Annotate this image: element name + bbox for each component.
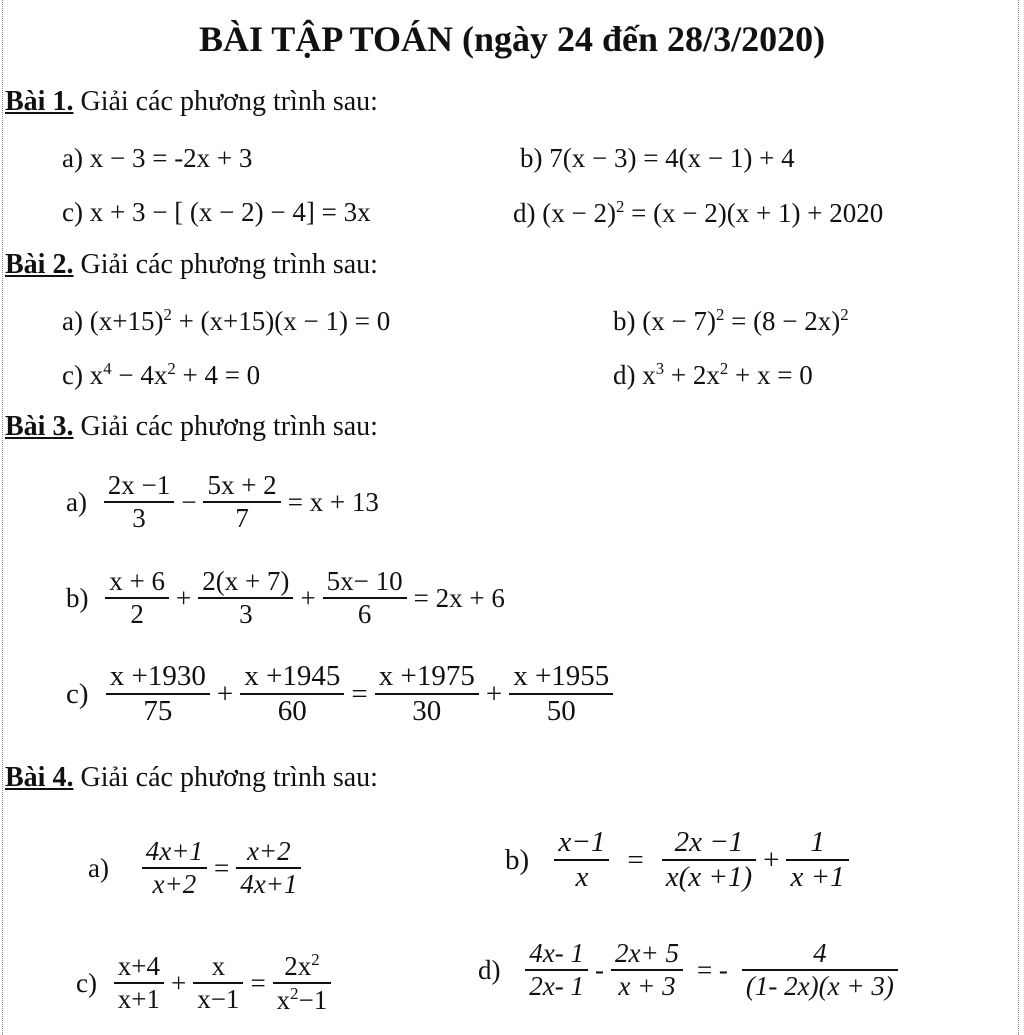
numerator: 2x −1 (662, 826, 756, 861)
equation-4c (76, 950, 335, 1016)
section-heading-4 (5, 762, 378, 794)
equation-1a (62, 143, 252, 174)
item-label: a) (66, 486, 87, 517)
numerator: x +1945 (240, 660, 344, 695)
equation-part: (x+15) (89, 306, 164, 336)
equation-part: x (642, 360, 656, 390)
denominator: 3 (132, 503, 146, 534)
fraction (236, 836, 301, 900)
operator: + (216, 677, 234, 710)
denominator: x +1 (790, 861, 845, 894)
equation-part: (x − 2) (542, 198, 616, 228)
numerator: x (193, 951, 243, 984)
page-title: BÀI TẬP TOÁN (ngày 24 đến 28/3/2020) (198, 19, 826, 59)
operator: + (763, 843, 780, 876)
exponent: 2 (163, 305, 172, 324)
section-heading-2 (5, 249, 378, 281)
exponent: 2 (615, 197, 625, 216)
numerator: 2x+ 5 (611, 938, 683, 971)
equation-2c (62, 359, 260, 391)
equation-1c (62, 197, 371, 228)
section-instruction: Giải các phương trình sau: (73, 249, 378, 280)
numerator: 4x+1 (142, 836, 207, 869)
denominator: 2x- 1 (529, 971, 584, 1002)
item-label: b) (613, 306, 636, 336)
denominator: x+1 (117, 984, 160, 1015)
operator: = (213, 852, 230, 883)
equation-part: + 2x (664, 360, 720, 390)
denominator: (1- 2x)(x + 3) (745, 971, 894, 1002)
numerator: 5x + 2 (203, 470, 280, 503)
denominator: 3 (239, 599, 253, 630)
numerator: x +1955 (509, 660, 613, 695)
numerator: 1 (786, 826, 848, 861)
operator: - (594, 954, 604, 985)
item-label: a) (62, 143, 83, 173)
denominator: 30 (412, 695, 442, 728)
denominator: 6 (357, 599, 372, 630)
denominator: x−1 (197, 984, 240, 1015)
equation-3c (66, 660, 617, 729)
numerator: 4 (742, 938, 898, 971)
exponent: 2 (715, 305, 725, 324)
equation-part: = (8 − 2x) (724, 306, 841, 336)
equation-part: = (x − 2)(x + 1) + 2020 (624, 198, 884, 228)
fraction (554, 826, 609, 895)
numerator: x+2 (236, 836, 301, 869)
fraction (662, 826, 756, 895)
exponent: 2 (840, 305, 849, 324)
section-label: Bài 4. (5, 762, 74, 793)
numerator: x−1 (554, 826, 609, 861)
fraction (203, 470, 280, 534)
fraction (193, 951, 243, 1015)
operator: = (250, 967, 266, 998)
denominator: 75 (143, 695, 173, 728)
operator: + (175, 582, 192, 613)
numerator: 5x− 10 (323, 566, 407, 599)
fraction (273, 950, 332, 1016)
equation-part: + x = 0 (728, 360, 813, 390)
right-hand-side: = 2x + 6 (413, 582, 505, 613)
fraction (509, 660, 613, 729)
equation-4a (88, 836, 305, 900)
fraction (611, 938, 683, 1002)
numerator: 4x- 1 (525, 938, 588, 971)
item-label: a) (88, 852, 109, 883)
fraction (742, 938, 898, 1002)
item-label: b) (505, 843, 530, 876)
item-label: a) (62, 306, 83, 336)
numerator: x+4 (114, 951, 164, 984)
section-label: Bài 3. (5, 411, 74, 442)
section-heading-1 (5, 86, 378, 118)
exponent: 2 (167, 359, 176, 378)
numerator-base: 2x (284, 951, 312, 981)
numerator: x + 6 (105, 566, 169, 599)
fraction (786, 826, 848, 895)
fraction (104, 470, 174, 534)
section-instruction: Giải các phương trình sau: (73, 411, 378, 442)
denominator-base: x (276, 985, 291, 1016)
equation-text: x − 3 = -2x + 3 (89, 143, 253, 173)
equation-4b (505, 826, 853, 895)
fraction (198, 566, 293, 630)
numerator: 2x −1 (104, 470, 174, 503)
fraction (375, 660, 479, 729)
equation-3b (66, 566, 508, 630)
exponent: 2 (290, 984, 299, 1004)
operator: = (351, 677, 368, 710)
item-label: b) (520, 143, 543, 173)
numerator: 2(x + 7) (198, 566, 293, 599)
denominator: x(x +1) (665, 861, 753, 894)
item-label: c) (62, 360, 83, 390)
fraction (105, 566, 169, 630)
item-label: c) (76, 967, 97, 998)
fraction (106, 660, 210, 729)
denominator: 7 (235, 503, 249, 534)
denominator: x + 3 (618, 971, 676, 1002)
item-label: c) (66, 677, 89, 710)
right-page-border (1018, 0, 1019, 1035)
exponent: 3 (655, 359, 665, 378)
section-instruction: Giải các phương trình sau: (73, 762, 378, 793)
operator: + (170, 967, 187, 998)
operator: + (485, 677, 503, 710)
operator: = - (696, 954, 728, 985)
equation-text: x + 3 − [ (x − 2) − 4] = 3x (89, 197, 371, 227)
equation-text: 7(x − 3) = 4(x − 1) + 4 (549, 143, 795, 173)
exponent: 4 (103, 359, 112, 378)
item-label: c) (62, 197, 83, 227)
numerator: x +1975 (375, 660, 479, 695)
equation-part: x (89, 360, 104, 390)
operator: + (300, 582, 316, 613)
equation-3a (66, 470, 382, 534)
item-label: d) (613, 360, 636, 390)
section-label: Bài 2. (5, 249, 74, 280)
equation-part: − 4x (111, 360, 168, 390)
numerator (273, 950, 332, 984)
right-hand-side: = x + 13 (287, 486, 379, 517)
equation-2d (613, 359, 813, 391)
left-page-border (2, 0, 3, 1035)
equation-part: + 4 = 0 (175, 360, 261, 390)
item-label: d) (513, 198, 536, 228)
denominator-rest: −1 (298, 985, 328, 1016)
denominator: 4x+1 (240, 869, 298, 900)
equation-4d (478, 938, 902, 1002)
denominator: 50 (546, 695, 576, 728)
item-label: b) (66, 582, 89, 613)
denominator: x+2 (152, 869, 197, 900)
equation-1b (520, 143, 795, 174)
fraction (323, 566, 407, 630)
denominator (273, 984, 332, 1016)
equation-part: (x − 7) (642, 306, 716, 336)
exponent: 2 (311, 950, 320, 969)
denominator: x (575, 861, 589, 894)
operator: − (181, 486, 197, 517)
denominator: 2 (130, 599, 144, 630)
equation-2b (613, 305, 849, 337)
operator: = (627, 843, 644, 876)
fraction (142, 836, 207, 900)
equation-1d (513, 197, 883, 229)
numerator: x +1930 (106, 660, 210, 695)
fraction (240, 660, 344, 729)
section-instruction: Giải các phương trình sau: (73, 86, 378, 117)
fraction (525, 938, 588, 1002)
denominator: 60 (277, 695, 307, 728)
fraction (114, 951, 164, 1015)
section-label: Bài 1. (5, 86, 74, 117)
exponent: 2 (719, 359, 729, 378)
equation-2a (62, 305, 390, 337)
section-heading-3 (5, 411, 378, 443)
equation-part: + (x+15)(x − 1) = 0 (171, 306, 391, 336)
item-label: d) (478, 954, 501, 985)
